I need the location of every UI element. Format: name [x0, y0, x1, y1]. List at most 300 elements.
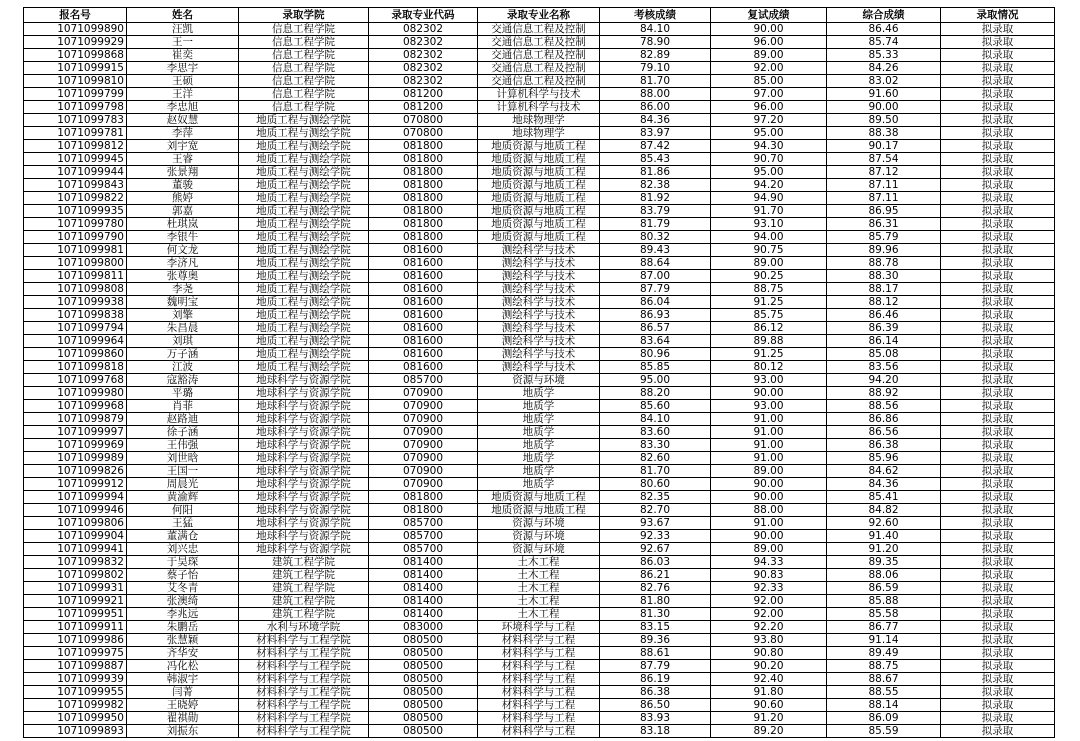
cell-retest-score: 93.00: [711, 374, 827, 387]
cell-name: 董满仓: [127, 530, 239, 543]
cell-application-no: 1071099951: [24, 608, 127, 621]
cell-college: 地质工程与测绘学院: [239, 296, 369, 309]
cell-college: 地质工程与测绘学院: [239, 192, 369, 205]
cell-assessment-score: 82.38: [600, 179, 711, 192]
cell-status: 拟录取: [941, 608, 1055, 621]
cell-total-score: 88.67: [827, 673, 941, 686]
cell-status: 拟录取: [941, 270, 1055, 283]
cell-retest-score: 93.10: [711, 218, 827, 231]
table-row: [24, 75, 1055, 88]
cell-assessment-score: 84.10: [600, 23, 711, 36]
cell-college: 地质工程与测绘学院: [239, 335, 369, 348]
cell-total-score: 86.14: [827, 335, 941, 348]
cell-college: 材料科学与工程学院: [239, 686, 369, 699]
header-major-name: 录取专业名称: [478, 8, 600, 23]
cell-assessment-score: 81.30: [600, 608, 711, 621]
cell-assessment-score: 83.15: [600, 621, 711, 634]
cell-major-code: 081200: [369, 101, 478, 114]
cell-major-name: 资源与环境: [478, 543, 600, 556]
cell-college: 地球科学与资源学院: [239, 387, 369, 400]
cell-status: 拟录取: [941, 62, 1055, 75]
cell-retest-score: 89.00: [711, 543, 827, 556]
cell-retest-score: 90.00: [711, 23, 827, 36]
cell-retest-score: 91.70: [711, 205, 827, 218]
cell-major-code: 081800: [369, 153, 478, 166]
cell-major-name: 地质资源与地质工程: [478, 218, 600, 231]
cell-major-name: 交通信息工程及控制: [478, 23, 600, 36]
cell-application-no: 1071099810: [24, 75, 127, 88]
cell-status: 拟录取: [941, 452, 1055, 465]
cell-college: 建筑工程学院: [239, 556, 369, 569]
cell-name: 刘宇宽: [127, 140, 239, 153]
cell-assessment-score: 81.80: [600, 595, 711, 608]
cell-total-score: 86.86: [827, 413, 941, 426]
table-row: [24, 621, 1055, 634]
cell-major-name: 地质资源与地质工程: [478, 140, 600, 153]
cell-retest-score: 85.75: [711, 309, 827, 322]
cell-college: 地质工程与测绘学院: [239, 244, 369, 257]
table-row: [24, 153, 1055, 166]
cell-major-code: 081800: [369, 504, 478, 517]
cell-name: 平璐: [127, 387, 239, 400]
cell-major-code: 070900: [369, 478, 478, 491]
cell-college: 地质工程与测绘学院: [239, 231, 369, 244]
table-row: [24, 361, 1055, 374]
header-application-no: 报名号: [24, 8, 127, 23]
cell-assessment-score: 88.20: [600, 387, 711, 400]
cell-status: 拟录取: [941, 101, 1055, 114]
cell-major-name: 交通信息工程及控制: [478, 49, 600, 62]
cell-assessment-score: 87.79: [600, 283, 711, 296]
cell-total-score: 84.26: [827, 62, 941, 75]
cell-total-score: 85.41: [827, 491, 941, 504]
table-row: [24, 699, 1055, 712]
cell-name: 江波: [127, 361, 239, 374]
cell-major-code: 081600: [369, 244, 478, 257]
cell-assessment-score: 87.79: [600, 660, 711, 673]
cell-retest-score: 89.20: [711, 725, 827, 738]
cell-retest-score: 90.00: [711, 491, 827, 504]
cell-retest-score: 92.20: [711, 621, 827, 634]
cell-name: 蔡子怡: [127, 569, 239, 582]
cell-college: 地球科学与资源学院: [239, 426, 369, 439]
cell-major-name: 地质资源与地质工程: [478, 179, 600, 192]
cell-status: 拟录取: [941, 465, 1055, 478]
cell-assessment-score: 83.18: [600, 725, 711, 738]
cell-application-no: 1071099783: [24, 114, 127, 127]
cell-major-code: 080500: [369, 634, 478, 647]
cell-major-name: 地质资源与地质工程: [478, 153, 600, 166]
cell-application-no: 1071099890: [24, 23, 127, 36]
cell-status: 拟录取: [941, 556, 1055, 569]
cell-major-name: 地质学: [478, 426, 600, 439]
cell-assessment-score: 83.97: [600, 127, 711, 140]
cell-status: 拟录取: [941, 114, 1055, 127]
cell-major-name: 材料科学与工程: [478, 673, 600, 686]
cell-retest-score: 93.00: [711, 400, 827, 413]
cell-major-name: 材料科学与工程: [478, 647, 600, 660]
table-row: [24, 608, 1055, 621]
table-row: [24, 322, 1055, 335]
cell-retest-score: 90.00: [711, 387, 827, 400]
cell-retest-score: 96.00: [711, 36, 827, 49]
cell-name: 黄渝辉: [127, 491, 239, 504]
cell-college: 地质工程与测绘学院: [239, 361, 369, 374]
cell-major-code: 070900: [369, 413, 478, 426]
cell-name: 刘擎: [127, 309, 239, 322]
cell-application-no: 1071099860: [24, 348, 127, 361]
cell-status: 拟录取: [941, 23, 1055, 36]
cell-name: 王猛: [127, 517, 239, 530]
cell-name: 于昊琛: [127, 556, 239, 569]
cell-college: 材料科学与工程学院: [239, 660, 369, 673]
cell-assessment-score: 86.57: [600, 322, 711, 335]
cell-major-name: 土木工程: [478, 569, 600, 582]
cell-status: 拟录取: [941, 166, 1055, 179]
header-assessment-score: 考核成绩: [600, 8, 711, 23]
cell-major-code: 082302: [369, 49, 478, 62]
cell-total-score: 88.78: [827, 257, 941, 270]
cell-application-no: 1071099921: [24, 595, 127, 608]
cell-total-score: 88.14: [827, 699, 941, 712]
cell-status: 拟录取: [941, 569, 1055, 582]
cell-major-code: 081400: [369, 595, 478, 608]
cell-status: 拟录取: [941, 153, 1055, 166]
cell-major-code: 080500: [369, 699, 478, 712]
cell-application-no: 1071099931: [24, 582, 127, 595]
cell-major-code: 083000: [369, 621, 478, 634]
cell-name: 王洋: [127, 88, 239, 101]
cell-retest-score: 90.70: [711, 153, 827, 166]
table-row: [24, 452, 1055, 465]
cell-assessment-score: 80.96: [600, 348, 711, 361]
cell-major-code: 085700: [369, 517, 478, 530]
cell-college: 材料科学与工程学院: [239, 647, 369, 660]
cell-college: 信息工程学院: [239, 62, 369, 75]
cell-application-no: 1071099955: [24, 686, 127, 699]
cell-major-name: 材料科学与工程: [478, 699, 600, 712]
cell-major-code: 080500: [369, 647, 478, 660]
cell-retest-score: 95.00: [711, 127, 827, 140]
cell-total-score: 83.02: [827, 75, 941, 88]
cell-status: 拟录取: [941, 127, 1055, 140]
cell-application-no: 1071099781: [24, 127, 127, 140]
cell-major-name: 地质资源与地质工程: [478, 491, 600, 504]
cell-major-name: 测绘科学与技术: [478, 309, 600, 322]
cell-major-name: 土木工程: [478, 556, 600, 569]
cell-major-code: 081800: [369, 166, 478, 179]
cell-assessment-score: 80.32: [600, 231, 711, 244]
cell-retest-score: 92.33: [711, 582, 827, 595]
cell-college: 地质工程与测绘学院: [239, 205, 369, 218]
cell-retest-score: 89.88: [711, 335, 827, 348]
cell-total-score: 85.58: [827, 608, 941, 621]
cell-retest-score: 91.00: [711, 413, 827, 426]
cell-status: 拟录取: [941, 322, 1055, 335]
cell-major-code: 081800: [369, 231, 478, 244]
cell-total-score: 89.49: [827, 647, 941, 660]
cell-name: 王硕: [127, 75, 239, 88]
cell-retest-score: 90.20: [711, 660, 827, 673]
cell-total-score: 88.75: [827, 660, 941, 673]
cell-retest-score: 91.00: [711, 439, 827, 452]
cell-assessment-score: 82.76: [600, 582, 711, 595]
cell-total-score: 91.60: [827, 88, 941, 101]
cell-college: 地球科学与资源学院: [239, 400, 369, 413]
cell-application-no: 1071099946: [24, 504, 127, 517]
table-row: [24, 556, 1055, 569]
cell-application-no: 1071099945: [24, 153, 127, 166]
cell-name: 刘世晗: [127, 452, 239, 465]
cell-major-name: 地质学: [478, 387, 600, 400]
cell-total-score: 91.40: [827, 530, 941, 543]
cell-retest-score: 91.00: [711, 426, 827, 439]
cell-major-code: 070900: [369, 439, 478, 452]
cell-major-code: 070900: [369, 426, 478, 439]
cell-retest-score: 90.25: [711, 270, 827, 283]
table-row: [24, 400, 1055, 413]
cell-college: 建筑工程学院: [239, 595, 369, 608]
cell-retest-score: 91.80: [711, 686, 827, 699]
cell-application-no: 1071099938: [24, 296, 127, 309]
cell-retest-score: 92.00: [711, 595, 827, 608]
cell-major-name: 资源与环境: [478, 517, 600, 530]
cell-application-no: 1071099812: [24, 140, 127, 153]
cell-status: 拟录取: [941, 686, 1055, 699]
cell-status: 拟录取: [941, 699, 1055, 712]
cell-major-code: 081800: [369, 218, 478, 231]
cell-college: 地球科学与资源学院: [239, 478, 369, 491]
cell-college: 水利与环境学院: [239, 621, 369, 634]
cell-status: 拟录取: [941, 140, 1055, 153]
table-row: [24, 712, 1055, 725]
table-row: [24, 218, 1055, 231]
cell-name: 刘琪: [127, 335, 239, 348]
table-row: [24, 673, 1055, 686]
cell-major-name: 地质资源与地质工程: [478, 192, 600, 205]
cell-application-no: 1071099941: [24, 543, 127, 556]
table-row: [24, 517, 1055, 530]
cell-assessment-score: 82.89: [600, 49, 711, 62]
cell-name: 韩淑宇: [127, 673, 239, 686]
cell-name: 赵路迪: [127, 413, 239, 426]
cell-major-name: 测绘科学与技术: [478, 257, 600, 270]
table-body: [24, 23, 1055, 738]
cell-name: 齐华安: [127, 647, 239, 660]
cell-name: 张澳绮: [127, 595, 239, 608]
cell-retest-score: 94.33: [711, 556, 827, 569]
cell-status: 拟录取: [941, 426, 1055, 439]
table-row: [24, 491, 1055, 504]
cell-major-code: 081800: [369, 140, 478, 153]
cell-college: 地球科学与资源学院: [239, 452, 369, 465]
cell-major-name: 材料科学与工程: [478, 660, 600, 673]
cell-retest-score: 91.25: [711, 348, 827, 361]
cell-status: 拟录取: [941, 374, 1055, 387]
cell-name: 李萍: [127, 127, 239, 140]
cell-college: 地球科学与资源学院: [239, 504, 369, 517]
table-row: [24, 348, 1055, 361]
cell-status: 拟录取: [941, 335, 1055, 348]
cell-application-no: 1071099879: [24, 413, 127, 426]
table-row: [24, 101, 1055, 114]
cell-status: 拟录取: [941, 36, 1055, 49]
cell-major-name: 交通信息工程及控制: [478, 36, 600, 49]
table-row: [24, 283, 1055, 296]
table-row: [24, 374, 1055, 387]
cell-total-score: 85.33: [827, 49, 941, 62]
cell-application-no: 1071099968: [24, 400, 127, 413]
cell-status: 拟录取: [941, 673, 1055, 686]
cell-status: 拟录取: [941, 192, 1055, 205]
cell-application-no: 1071099929: [24, 36, 127, 49]
cell-major-code: 081600: [369, 296, 478, 309]
table-row: [24, 660, 1055, 673]
cell-college: 材料科学与工程学院: [239, 634, 369, 647]
cell-college: 地球科学与资源学院: [239, 517, 369, 530]
cell-application-no: 1071099904: [24, 530, 127, 543]
table-row: [24, 569, 1055, 582]
cell-major-code: 070900: [369, 387, 478, 400]
cell-college: 地球科学与资源学院: [239, 439, 369, 452]
cell-major-code: 081600: [369, 270, 478, 283]
cell-retest-score: 90.60: [711, 699, 827, 712]
table-row: [24, 543, 1055, 556]
cell-college: 地球科学与资源学院: [239, 491, 369, 504]
cell-major-name: 土木工程: [478, 608, 600, 621]
cell-major-name: 地质学: [478, 413, 600, 426]
table-row: [24, 244, 1055, 257]
cell-total-score: 88.06: [827, 569, 941, 582]
cell-status: 拟录取: [941, 49, 1055, 62]
table-row: [24, 439, 1055, 452]
cell-status: 拟录取: [941, 400, 1055, 413]
cell-application-no: 1071099939: [24, 673, 127, 686]
cell-assessment-score: 86.03: [600, 556, 711, 569]
cell-application-no: 1071099838: [24, 309, 127, 322]
cell-major-code: 081600: [369, 361, 478, 374]
cell-retest-score: 94.20: [711, 179, 827, 192]
cell-major-code: 080500: [369, 686, 478, 699]
cell-total-score: 90.00: [827, 101, 941, 114]
cell-status: 拟录取: [941, 478, 1055, 491]
cell-major-code: 081400: [369, 582, 478, 595]
cell-status: 拟录取: [941, 244, 1055, 257]
cell-status: 拟录取: [941, 647, 1055, 660]
cell-major-code: 080500: [369, 660, 478, 673]
cell-application-no: 1071099964: [24, 335, 127, 348]
cell-status: 拟录取: [941, 413, 1055, 426]
cell-assessment-score: 86.00: [600, 101, 711, 114]
cell-total-score: 86.39: [827, 322, 941, 335]
cell-college: 信息工程学院: [239, 23, 369, 36]
cell-application-no: 1071099790: [24, 231, 127, 244]
cell-college: 信息工程学院: [239, 75, 369, 88]
cell-application-no: 1071099944: [24, 166, 127, 179]
cell-assessment-score: 82.35: [600, 491, 711, 504]
admission-table: [23, 7, 1055, 738]
cell-status: 拟录取: [941, 517, 1055, 530]
cell-total-score: 88.12: [827, 296, 941, 309]
cell-total-score: 87.11: [827, 192, 941, 205]
cell-total-score: 89.50: [827, 114, 941, 127]
table-row: [24, 725, 1055, 738]
cell-name: 周晨光: [127, 478, 239, 491]
cell-major-name: 测绘科学与技术: [478, 348, 600, 361]
cell-major-code: 081600: [369, 348, 478, 361]
cell-application-no: 1071099794: [24, 322, 127, 335]
table-row: [24, 530, 1055, 543]
cell-major-name: 地质学: [478, 400, 600, 413]
table-row: [24, 595, 1055, 608]
cell-name: 张尊奥: [127, 270, 239, 283]
cell-status: 拟录取: [941, 75, 1055, 88]
cell-application-no: 1071099818: [24, 361, 127, 374]
cell-major-code: 070800: [369, 127, 478, 140]
cell-application-no: 1071099975: [24, 647, 127, 660]
cell-name: 熊婷: [127, 192, 239, 205]
cell-name: 艾冬青: [127, 582, 239, 595]
cell-total-score: 94.20: [827, 374, 941, 387]
cell-assessment-score: 89.36: [600, 634, 711, 647]
cell-total-score: 86.31: [827, 218, 941, 231]
cell-major-name: 材料科学与工程: [478, 725, 600, 738]
cell-status: 拟录取: [941, 582, 1055, 595]
cell-application-no: 1071099808: [24, 283, 127, 296]
cell-application-no: 1071099799: [24, 88, 127, 101]
cell-retest-score: 94.00: [711, 231, 827, 244]
cell-total-score: 85.08: [827, 348, 941, 361]
cell-major-name: 测绘科学与技术: [478, 322, 600, 335]
cell-major-name: 材料科学与工程: [478, 634, 600, 647]
cell-retest-score: 90.75: [711, 244, 827, 257]
cell-retest-score: 91.20: [711, 712, 827, 725]
cell-status: 拟录取: [941, 543, 1055, 556]
cell-application-no: 1071099969: [24, 439, 127, 452]
cell-major-code: 070800: [369, 114, 478, 127]
cell-college: 地质工程与测绘学院: [239, 218, 369, 231]
cell-name: 董骏: [127, 179, 239, 192]
cell-status: 拟录取: [941, 218, 1055, 231]
cell-name: 王伟强: [127, 439, 239, 452]
table-row: [24, 686, 1055, 699]
cell-name: 肖菲: [127, 400, 239, 413]
cell-college: 地质工程与测绘学院: [239, 179, 369, 192]
cell-retest-score: 85.00: [711, 75, 827, 88]
cell-application-no: 1071099981: [24, 244, 127, 257]
cell-major-name: 地球物理学: [478, 114, 600, 127]
cell-major-code: 082302: [369, 36, 478, 49]
cell-name: 翟祺勋: [127, 712, 239, 725]
cell-application-no: 1071099950: [24, 712, 127, 725]
cell-assessment-score: 79.10: [600, 62, 711, 75]
table-row: [24, 23, 1055, 36]
cell-name: 崔奕: [127, 49, 239, 62]
cell-application-no: 1071099986: [24, 634, 127, 647]
cell-assessment-score: 86.38: [600, 686, 711, 699]
cell-retest-score: 89.00: [711, 49, 827, 62]
cell-assessment-score: 93.67: [600, 517, 711, 530]
cell-name: 郭嘉: [127, 205, 239, 218]
cell-name: 李思宇: [127, 62, 239, 75]
cell-assessment-score: 82.70: [600, 504, 711, 517]
cell-total-score: 86.95: [827, 205, 941, 218]
cell-major-code: 080500: [369, 712, 478, 725]
cell-major-code: 081600: [369, 257, 478, 270]
cell-major-name: 资源与环境: [478, 530, 600, 543]
cell-application-no: 1071099915: [24, 62, 127, 75]
cell-major-name: 地质学: [478, 478, 600, 491]
